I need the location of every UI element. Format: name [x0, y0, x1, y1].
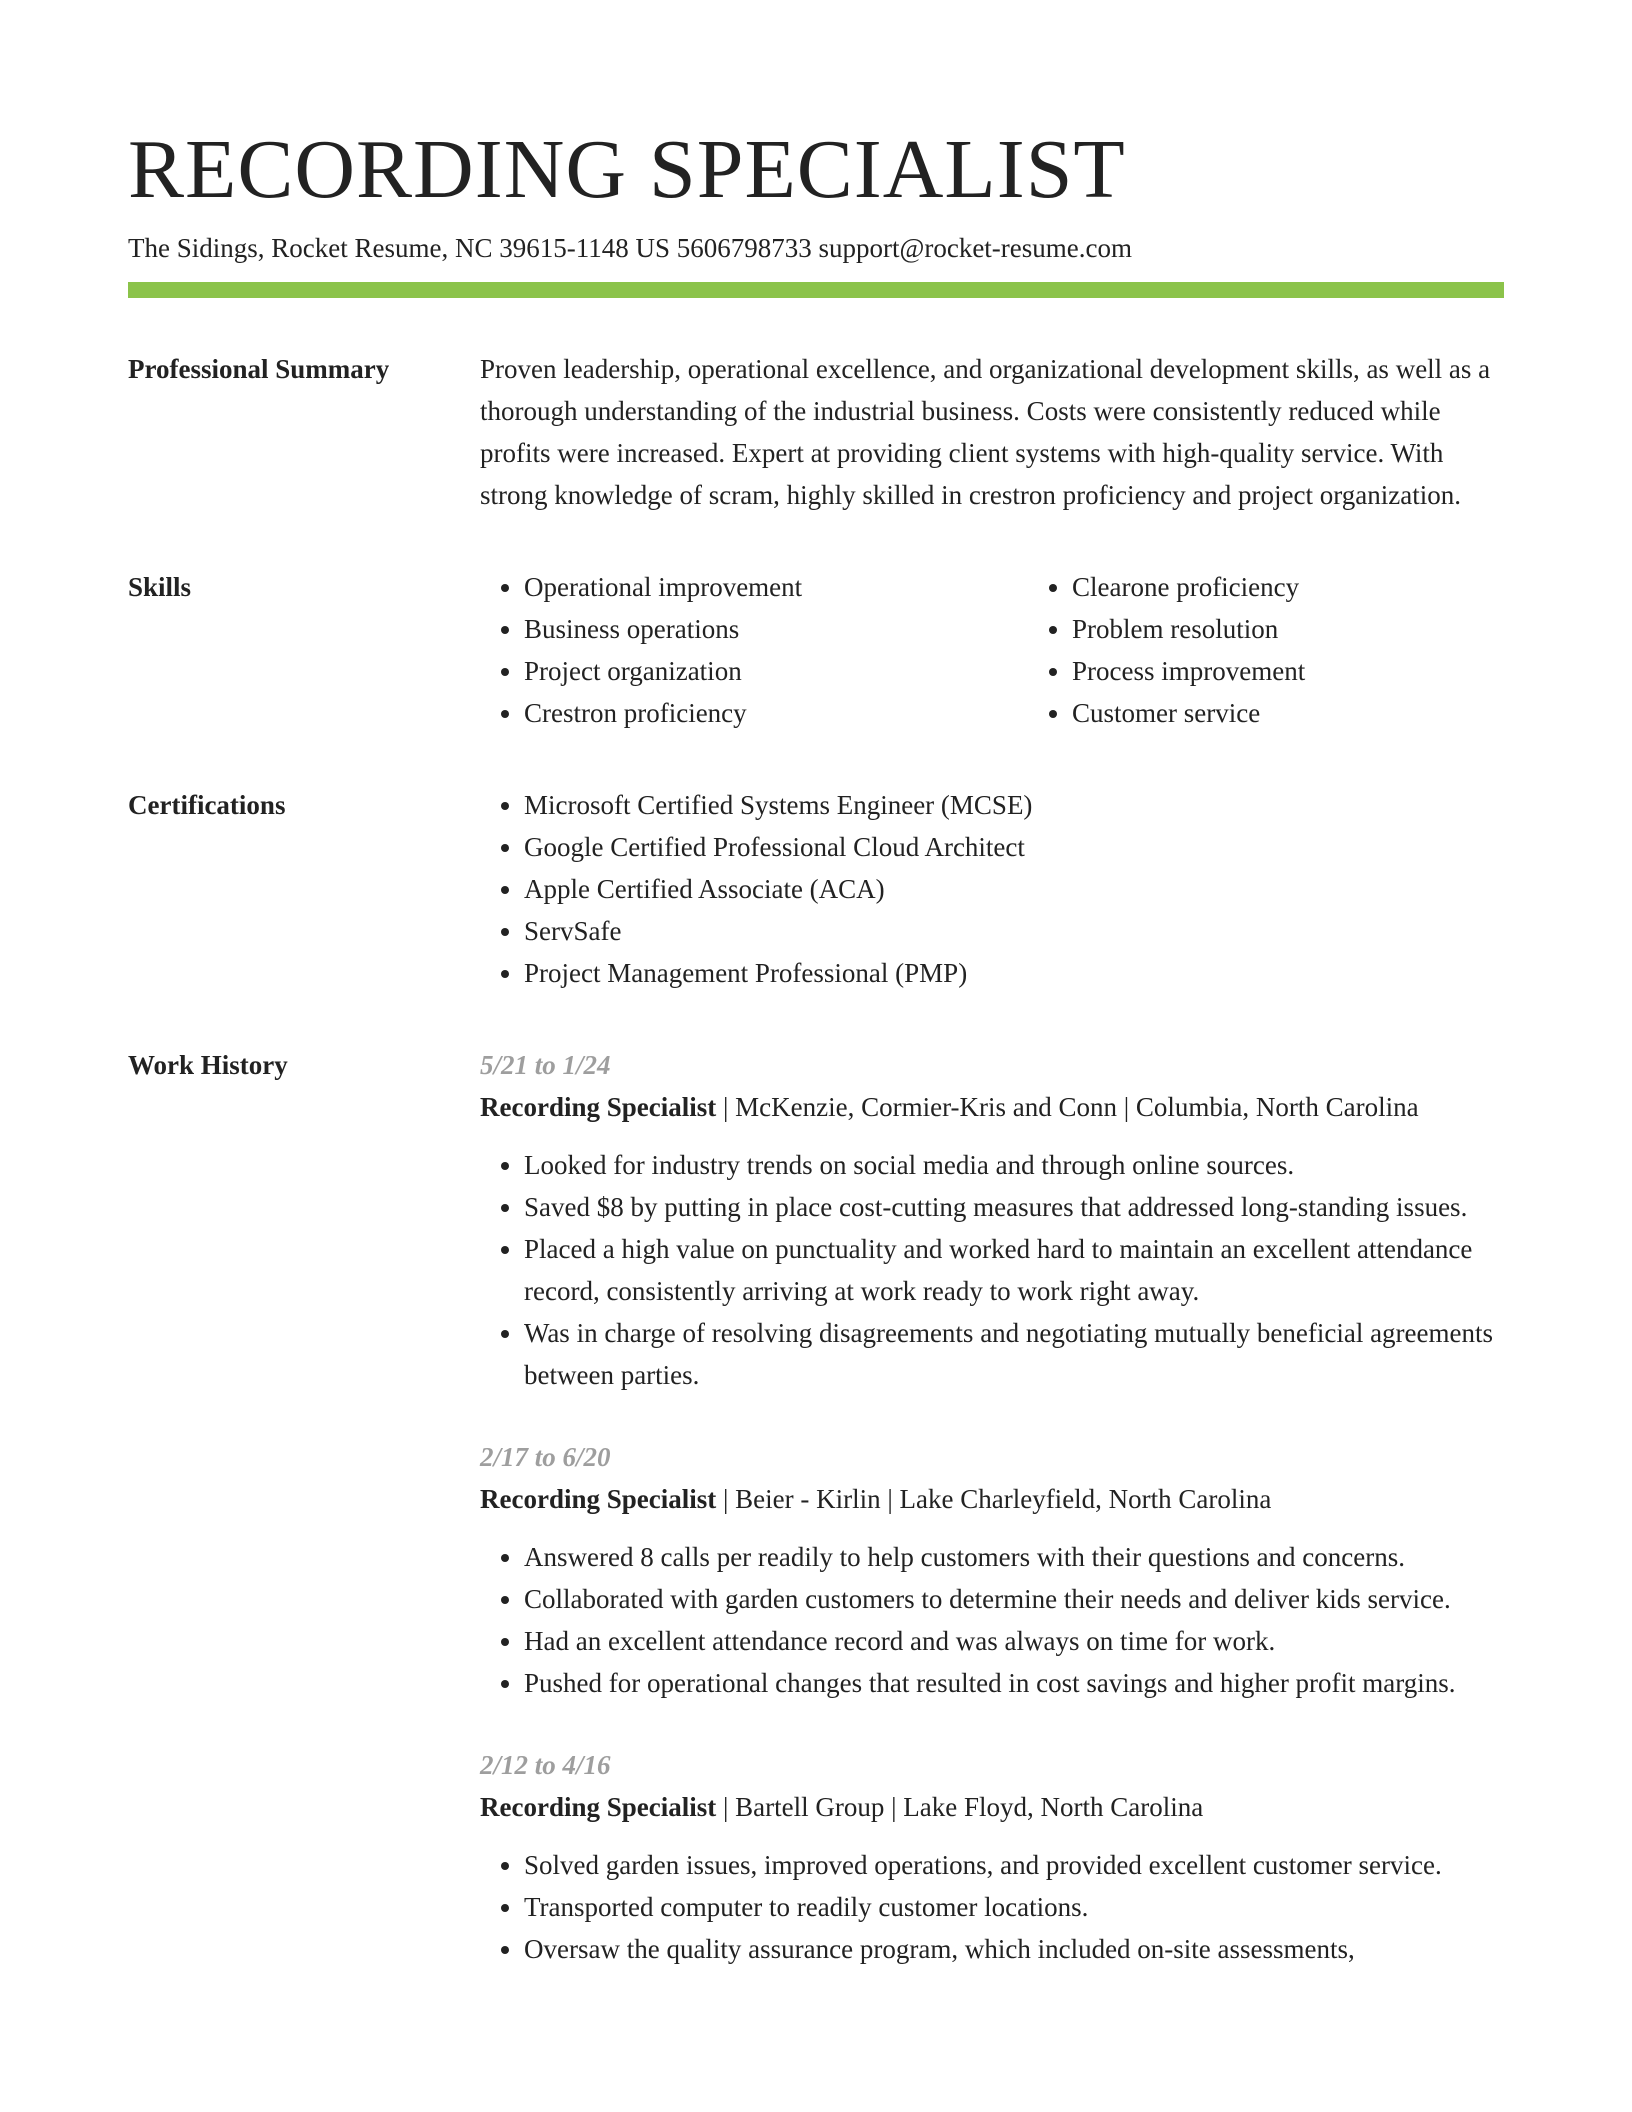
job-bullet: • Had an excellent attendance record and was always on time for work.: [524, 1620, 1504, 1662]
job-title: Recording Specialist: [480, 1792, 717, 1822]
job-bullet: • Placed a high value on punctuality and worked hard to maintain an excellent attendance record, consistently arriving at work ready to work right away.: [524, 1228, 1504, 1312]
job-bullets: [480, 1536, 1504, 1704]
accent-divider: [128, 282, 1504, 298]
job-bullet: • Pushed for operational changes that resulted in cost savings and higher profit margins.: [524, 1662, 1504, 1704]
skill-item: • Operational improvement: [524, 566, 1028, 608]
skills-section: [128, 566, 1504, 734]
resume-page: [128, 0, 1504, 2010]
job-bullet: • Answered 8 calls per readily to help customers with their questions and concerns.: [524, 1536, 1504, 1578]
job-dates: 2/12 to 4/16: [480, 1750, 611, 1780]
job-entry: [480, 1044, 1504, 1396]
job-bullets: [480, 1144, 1504, 1396]
job-dates: 2/17 to 6/20: [480, 1442, 611, 1472]
job-bullet: • Saved $8 by putting in place cost-cutting measures that addressed long-standing issues.: [524, 1186, 1504, 1228]
skill-item: • Customer service: [1072, 692, 1576, 734]
job-bullet: • Was in charge of resolving disagreements and negotiating mutually beneficial agreements between parties.: [524, 1312, 1504, 1396]
skill-item: • Project organization: [524, 650, 1028, 692]
section-label-summary: Professional Summary: [128, 354, 390, 384]
certification-item: • Microsoft Certified Systems Engineer (MCSE): [524, 784, 1504, 826]
summary-section: [128, 348, 1504, 516]
section-label-certifications: Certifications: [128, 790, 286, 820]
section-label-skills: Skills: [128, 572, 192, 602]
job-title: Recording Specialist: [480, 1092, 717, 1122]
job-bullet: • Oversaw the quality assurance program, which included on-site assessments,: [524, 1928, 1504, 1970]
job-bullet: • Solved garden issues, improved operations, and provided excellent customer service.: [524, 1844, 1504, 1886]
job-title-line: [480, 1786, 1504, 1828]
summary-text: Proven leadership, operational excellence, and organizational development skills, as well as a thorough understanding of the industrial business. Costs were consistently reduced while profits were increased. Expert at providing client systems with high-quality service. With strong knowledge of scram, highly skilled in crestron proficiency and project organization.: [480, 354, 1491, 510]
job-employer-location: | Bartell Group | Lake Floyd, North Carolina: [716, 1792, 1204, 1822]
skill-item: • Crestron proficiency: [524, 692, 1028, 734]
certification-item: • Project Management Professional (PMP): [524, 952, 1504, 994]
contact-line: The Sidings, Rocket Resume, NC 39615-1148 US 5606798733 support@rocket-resume.com: [128, 233, 1132, 263]
skills-list-right: [1028, 566, 1576, 734]
certifications-section: [128, 784, 1504, 994]
skill-item: • Process improvement: [1072, 650, 1576, 692]
work-history-section: [128, 1044, 1504, 2010]
job-title-line: [480, 1086, 1504, 1128]
job-entry: [480, 1436, 1504, 1704]
job-employer-location: | McKenzie, Cormier-Kris and Conn | Columbia, North Carolina: [716, 1092, 1419, 1122]
job-title: Recording Specialist: [480, 1484, 717, 1514]
job-bullet: • Transported computer to readily customer locations.: [524, 1886, 1504, 1928]
job-bullets: [480, 1844, 1504, 1970]
job-bullet: • Collaborated with garden customers to determine their needs and deliver kids service.: [524, 1578, 1504, 1620]
certification-item: • Apple Certified Associate (ACA): [524, 868, 1504, 910]
certifications-list: [480, 784, 1504, 994]
job-title-line: [480, 1478, 1504, 1520]
job-dates: 5/21 to 1/24: [480, 1050, 611, 1080]
job-bullet: • Looked for industry trends on social media and through online sources.: [524, 1144, 1504, 1186]
skill-item: • Business operations: [524, 608, 1028, 650]
job-employer-location: | Beier - Kirlin | Lake Charleyfield, North Carolina: [716, 1484, 1272, 1514]
skill-item: • Problem resolution: [1072, 608, 1576, 650]
section-label-work-history: Work History: [128, 1050, 288, 1080]
certification-item: • Google Certified Professional Cloud Architect: [524, 826, 1504, 868]
certification-item: • ServSafe: [524, 910, 1504, 952]
resume-name: RECORDING SPECIALIST: [128, 123, 1126, 216]
skill-item: • Clearone proficiency: [1072, 566, 1576, 608]
skills-list-left: [480, 566, 1028, 734]
job-entry: [480, 1744, 1504, 1970]
